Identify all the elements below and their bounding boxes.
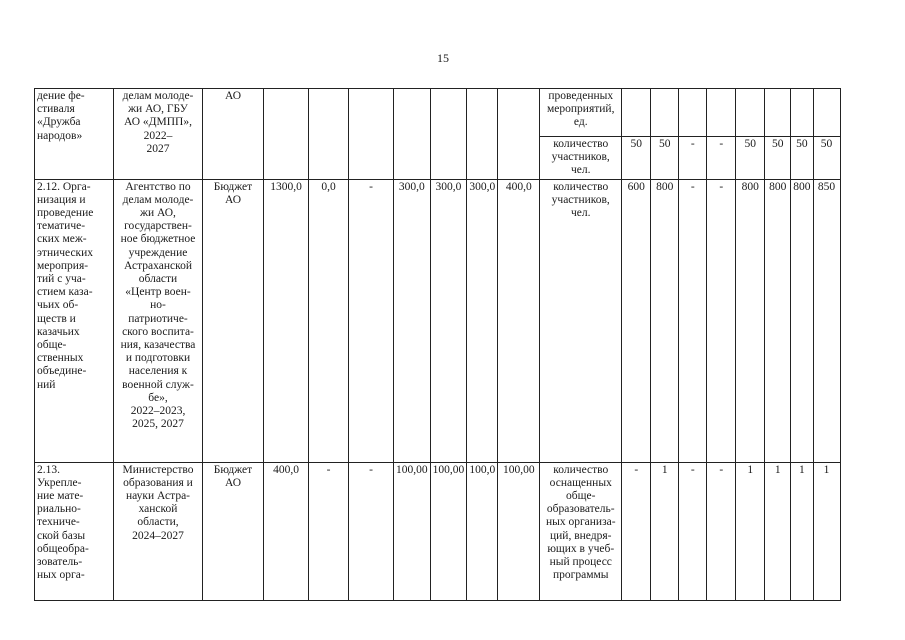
funding-source-cell: АО (203, 89, 264, 180)
finance-cell: 400,0 (498, 179, 540, 462)
indicator-value-cell: 800 (651, 179, 679, 462)
indicator-name-cell: количество участников, чел. (540, 137, 622, 180)
indicator-value-cell: - (679, 462, 707, 600)
finance-cell (349, 89, 394, 180)
finance-cell: - (349, 462, 394, 600)
indicator-value-cell (791, 89, 813, 137)
executor-cell: делам молоде- жи АО, ГБУ АО «ДМПП», 2022– 2027 (114, 89, 203, 180)
indicator-value-cell: - (622, 462, 651, 600)
finance-cell: 100,00 (430, 462, 467, 600)
finance-cell: 100,0 (467, 462, 498, 600)
indicator-value-cell: - (707, 179, 736, 462)
indicator-value-cell: 50 (765, 137, 791, 180)
indicator-value-cell (651, 89, 679, 137)
indicator-value-cell (813, 89, 840, 137)
measure-name-cell: 2.12. Орга- низация и проведение тематиче- ских меж- этнических мероприя- тий с уча- стием каза- чьих об- ществ и казачьих обще- ственных объедине- ний (35, 179, 114, 462)
executor-cell: Агентство по делам молоде- жи АО, государствен- ное бюджетное учреждение Астраханской области «Центр воен- но- патриотиче- ского воспита- ния, казачества и подготовки населения к военной служ- бе», 2022–2023, 2025, 2027 (114, 179, 203, 462)
finance-cell: 1300,0 (264, 179, 309, 462)
page-number: 15 (437, 51, 449, 65)
finance-cell: - (349, 179, 394, 462)
indicator-value-cell: 1 (651, 462, 679, 600)
finance-cell: 300,0 (430, 179, 467, 462)
indicator-value-cell: 1 (765, 462, 791, 600)
indicator-value-cell: 50 (651, 137, 679, 180)
indicator-value-cell: - (707, 462, 736, 600)
finance-cell: 0,0 (309, 179, 349, 462)
finance-cell (394, 89, 431, 180)
indicator-value-cell: 850 (813, 179, 840, 462)
indicator-value-cell: 1 (791, 462, 813, 600)
indicator-value-cell: 50 (813, 137, 840, 180)
indicator-name-cell: проведенных мероприятий, ед. (540, 89, 622, 137)
indicator-value-cell: 50 (736, 137, 765, 180)
indicator-value-cell: 600 (622, 179, 651, 462)
indicator-name-cell: количество оснащенных обще- образователь- ных организа- ций, внедря- ющих в учеб- ный процесс программы (540, 462, 622, 600)
indicator-value-cell: 50 (622, 137, 651, 180)
finance-cell: 300,0 (394, 179, 431, 462)
indicator-value-cell: 1 (736, 462, 765, 600)
indicator-value-cell: 1 (813, 462, 840, 600)
finance-cell (430, 89, 467, 180)
measure-name-cell: 2.13. Укрепле- ние мате- риально- техниче- ской базы общеобра- зователь- ных орга- (35, 462, 114, 600)
indicator-value-cell: - (679, 137, 707, 180)
program-table (34, 88, 841, 601)
indicator-value-cell: - (707, 137, 736, 180)
finance-cell (467, 89, 498, 180)
indicator-value-cell: 50 (791, 137, 813, 180)
table-row (35, 179, 841, 462)
funding-source-cell: Бюджет АО (203, 462, 264, 600)
table-row (35, 462, 841, 600)
finance-cell: 100,00 (394, 462, 431, 600)
indicator-value-cell (765, 89, 791, 137)
indicator-value-cell: - (679, 179, 707, 462)
finance-cell: 100,00 (498, 462, 540, 600)
finance-cell (498, 89, 540, 180)
indicator-value-cell (736, 89, 765, 137)
indicator-value-cell (679, 89, 707, 137)
finance-cell: 300,0 (467, 179, 498, 462)
indicator-value-cell (707, 89, 736, 137)
funding-source-cell: Бюджет АО (203, 179, 264, 462)
indicator-value-cell: 800 (765, 179, 791, 462)
indicator-name-cell: количество участников, чел. (540, 179, 622, 462)
finance-cell (309, 89, 349, 180)
indicator-value-cell: 800 (791, 179, 813, 462)
table-row (35, 89, 841, 137)
finance-cell: - (309, 462, 349, 600)
indicator-value-cell (622, 89, 651, 137)
finance-cell: 400,0 (264, 462, 309, 600)
indicator-value-cell: 800 (736, 179, 765, 462)
finance-cell (264, 89, 309, 180)
measure-name-cell: дение фе- стиваля «Дружба народов» (35, 89, 114, 180)
executor-cell: Министерство образования и науки Астра- ханской области, 2024–2027 (114, 462, 203, 600)
